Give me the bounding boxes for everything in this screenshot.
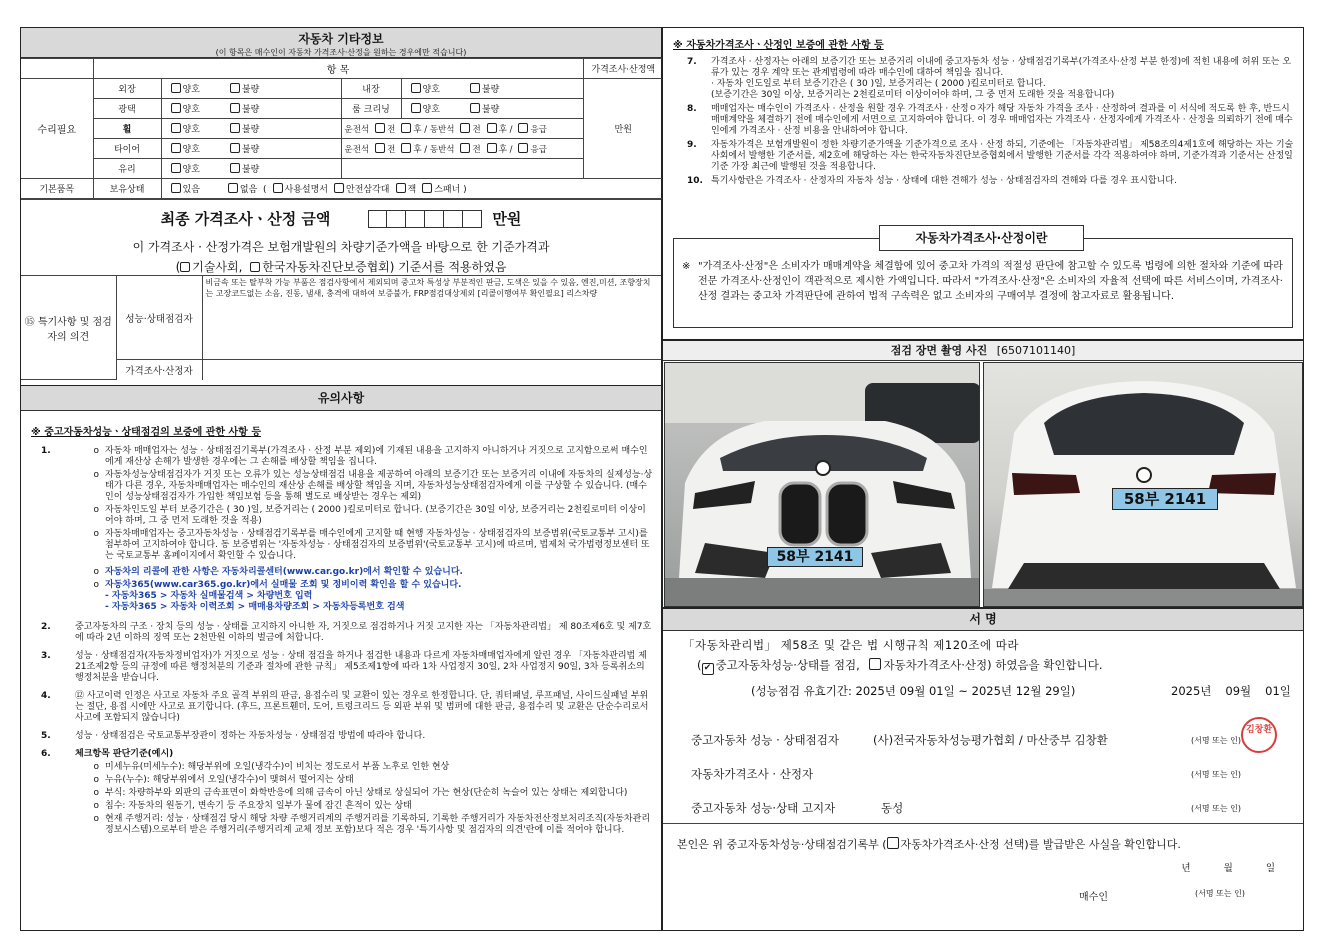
appraiser-opinion-text bbox=[202, 360, 661, 380]
row-room-cleaning: 룸 크리닝 bbox=[341, 99, 401, 119]
appraiser-sign[interactable]: (서명 또는 인) bbox=[1191, 769, 1241, 779]
item-7-sub-2: (보증기간은 30일 이상, 보증거리는 2천킬로미터 이상이어야 하며, 그 중 먼저 도래한 것을 적용합니다) bbox=[711, 90, 1115, 100]
basic-items-label: 기본품목 bbox=[21, 179, 93, 199]
note-item-5 bbox=[31, 731, 653, 742]
repair-label: 수리필요 bbox=[21, 79, 93, 179]
item-text: 매매업자는 매수인이 가격조사 · 산정을 원할 경우 가격조사 · 산정ㅇ자가 해당 자동차 가격을 조사 · 산정하여 결과를 이 서식에 적도록 한 후, 반드시 매매계약을 체결하기 전에 매수인에게 서면으로 고지하여야 합니다. 이 경우 매매업자는 가격조사 · 산정자에게 가격조사 · 산정을 의뢰하기 전에 매수인에게 가격조사 · 산정 비용을 안내하여야 합니다. bbox=[711, 104, 1293, 136]
manual-checkbox[interactable] bbox=[273, 183, 283, 193]
gloss-bad-checkbox[interactable] bbox=[230, 103, 240, 113]
rear-car-icon bbox=[984, 363, 1303, 607]
note-number: 2. bbox=[41, 622, 51, 632]
item-text: 자동차가격은 보험개발원이 정한 차량기준가액을 기준가격으로 조사 · 산정 하되, 기준에는 「자동차관리법」 제58조의4제1호에 해당하는 자는 기술사회에서 발행한 기준서를, 제2호에 해당하는 자는 한국자동차진단보증협회에서 발행한 기준서를 각각 적용하여야 하며, 기준가격과 기준서는 산정일 기준 가장 최근에 발행된 것을 적용합니다. bbox=[711, 140, 1294, 172]
receipt-day: 일 bbox=[1265, 863, 1275, 874]
signature-panel bbox=[662, 608, 1304, 931]
receipt-month: 월 bbox=[1223, 863, 1233, 874]
buyer-sign[interactable]: (서명 또는 인) bbox=[1195, 889, 1245, 898]
appraisal-guarantee-panel bbox=[662, 27, 1304, 340]
bad-label: 불량 bbox=[241, 145, 260, 155]
front-car-photo bbox=[664, 362, 980, 607]
appraisal-item-8 bbox=[673, 104, 1295, 137]
tire-pass-rear-checkbox[interactable] bbox=[487, 143, 497, 153]
triangle-label: 안전삼각대 bbox=[346, 185, 390, 195]
final-price-label: 최종 가격조사ㆍ산정 금액 bbox=[160, 210, 331, 228]
validity-period: (성능점검 유효기간: 2025년 09월 01일 ~ 2025년 12월 29일) bbox=[751, 684, 1076, 698]
rear-label: 후 / bbox=[413, 144, 428, 155]
row-owned: 보유상태 bbox=[93, 179, 161, 199]
item-number: 8. bbox=[687, 104, 697, 114]
note-text: 성능 · 상태점검은 국토교통부장관이 정하는 자동차성능 · 상태점검 방법에 따라야 합니다. bbox=[75, 731, 426, 741]
law-line: 「자동차관리법」 제58조 및 같은 법 시행규칙 제120조에 따라 bbox=[683, 638, 1019, 652]
performance-check-checkbox[interactable] bbox=[702, 663, 714, 675]
row-tire: 타이어 bbox=[93, 139, 161, 159]
note-text: ⑫ 사고이력 인정은 사고로 자동차 주요 골격 부위의 판금, 용접수리 및 교환이 있는 경우로 한정합니다. 단, 쿼터패널, 루프패널, 사이드실패널 부위는 절단, 용접 시에만 사고로 표기합니다. (후드, 프론트휀더, 도어, 트렁크리드 등 외판 부위 및 범퍼에 대한 판금, 용접수리 및 교환은 단순수리로서 사고에 포함되지 않습니다) bbox=[75, 691, 649, 723]
exterior-good-checkbox[interactable] bbox=[171, 83, 181, 93]
gloss-good-checkbox[interactable] bbox=[171, 103, 181, 113]
notifier-name: 동성 bbox=[881, 801, 904, 815]
other-info-title-bar bbox=[21, 28, 661, 58]
row-glass: 유리 bbox=[93, 159, 161, 179]
photo-title-bar bbox=[663, 341, 1303, 361]
appraisal-label: 자동차가격조사·산정) 하였음을 확인합니다. bbox=[883, 658, 1103, 672]
interior-bad-checkbox[interactable] bbox=[470, 83, 480, 93]
inspector-sign[interactable]: (서명 또는 인) bbox=[1191, 735, 1241, 745]
bad-label: 불량 bbox=[241, 105, 260, 115]
special-notes-table bbox=[21, 275, 661, 380]
rear-label: 후 / bbox=[413, 124, 428, 135]
paren: ( bbox=[175, 260, 181, 274]
room-bad-checkbox[interactable] bbox=[470, 103, 480, 113]
note-6-sub-5: 현재 주행거리: 성능 · 상태점검 당시 해당 차량 주행거리계의 주행거리를 기록하되, 기록한 주행거리가 자동차전산정보처리조직(자동차관리정보시스템)으로부터 받은 주행거리(주행거리계 교체 정보 포함)보다 적은 경우 '특기사항 및 점검자의 의견'란에 이를 적어야 합니다. bbox=[105, 814, 651, 835]
bad-label: 불량 bbox=[241, 125, 260, 135]
paren-open: ( bbox=[263, 185, 267, 195]
good-label: 양호 bbox=[422, 85, 440, 95]
note-text: 성능 · 상태점검자(자동차정비업자)가 거짓으로 성능 · 상태 점검을 하거나 점검한 내용과 다르게 자동차매매업자에게 알린 경우 「자동차관리법 제21조제2항 등의 규정에 따른 행정처분의 기준과 절차에 관한 규칙」 제5조제1항에 따라 1차 사업정지 30일, 2차 사업정지 90일, 3차 등록취소의 행정처분을 받습니다. bbox=[75, 651, 647, 683]
wheel-bad-checkbox[interactable] bbox=[230, 123, 240, 133]
note-item-6: 6. 체크항목 판단기준(예시) o 미세누유(미세누수): 해당부위에 오일(냉각수)이 비치는 정도로서 부품 노후로 인한 현상 o 누유(누수): 해당부위에서 오일(냉각수)이 맺혀서 떨어지는 상태 o 부식: 차량하부와 외판의 금속표면이 화학반응에 의해 금속이 아닌 상태로 상실되어 가는 현상(단순히 녹슬어 있는 상태는 제외합니다) o 침수: 자동차의 원동기, 변속기 등 주요장치 일부가 물에 잠긴 흔적이 있는 상태 o 현재 주행거리: 성능 · 상태점검 당시 해당 차량 주행거리계의 주행거리를 기록하되, 기록한 주행거리가 자동차전산정보처리조직(자동차관리정보시스템)으로부터 받은 주행거리(주행거리계 교체 정보 포함)보다 적은 경우 '특기사항 및 점검자의 의견'란에 이를 적어야 합니다. bbox=[31, 749, 653, 838]
note-number: 5. bbox=[41, 731, 51, 741]
wheel-good-checkbox[interactable] bbox=[171, 123, 181, 133]
price-header: 가격조사·산정액 bbox=[583, 59, 663, 79]
driver-seat-label: 운전석 bbox=[344, 124, 370, 135]
emergency-label: 응급 bbox=[530, 144, 547, 155]
note-item-2 bbox=[31, 622, 653, 644]
tire-pass-front-checkbox[interactable] bbox=[460, 143, 470, 153]
appraiser-opinion-label: 가격조사·산정자 bbox=[116, 360, 202, 380]
special-notes-label: ⑮ 특기사항 및 점검자의 의견 bbox=[21, 276, 116, 380]
inspector-seal bbox=[1241, 717, 1277, 753]
kadwa-label: 한국자동차진단보증협회) 기준서를 적용하였음 bbox=[262, 260, 507, 274]
note-6-sub-1: 미세누유(미세누수): 해당부위에 오일(냉각수)이 비치는 정도로서 부품 노후로 인한 현상 bbox=[105, 762, 450, 772]
rear-label: 후 / bbox=[498, 124, 513, 135]
glass-good-checkbox[interactable] bbox=[171, 163, 181, 173]
note-number: 4. bbox=[41, 691, 51, 701]
car365-sub-2: - 자동차365 > 자동차 이력조회 > 매매용차량조회 > 자동차등록번호 검색 bbox=[105, 602, 405, 612]
notifier-sign-row bbox=[691, 791, 1291, 825]
good-label: 양호 bbox=[182, 165, 200, 175]
note-6-sub-2: 누유(누수): 해당부위에서 오일(냉각수)이 맺혀서 떨어지는 상태 bbox=[105, 775, 354, 785]
buyer-label: 매수인 bbox=[1079, 892, 1108, 903]
appraisal-section-title: ※ 자동차가격조사ㆍ산정인 보증에 관한 사항 등 bbox=[673, 40, 884, 51]
front-label: 전 bbox=[387, 124, 396, 135]
notifier-sign[interactable]: (서명 또는 인) bbox=[1191, 803, 1241, 813]
signature-title: 서 명 bbox=[663, 609, 1303, 631]
note-text: 중고자동차의 구조 · 장치 등의 성능 · 상태를 고지하지 아니한 자, 거짓으로 점검하거나 거짓 고지한 자는 「자동차관리법」 제 80조제6호 및 제7호에 따라 2년 이하의 징역 또는 2천만원 이하의 벌금에 처합니다. bbox=[75, 622, 652, 643]
appraisal-checkbox[interactable] bbox=[869, 658, 881, 670]
tire-emergency-checkbox[interactable] bbox=[518, 143, 528, 153]
tire-good-checkbox[interactable] bbox=[171, 143, 181, 153]
rear-car-photo bbox=[983, 362, 1303, 607]
price-unit: 만원 bbox=[583, 79, 663, 179]
note-number: 1. bbox=[41, 446, 51, 456]
note-6-title: 체크항목 판단기준(예시) bbox=[75, 749, 174, 759]
note-6-sub-3: 부식: 차량하부와 외판의 금속표면이 화학반응에 의해 금속이 아닌 상태로 상실되어 가는 현상(단순히 녹슬어 있는 상태는 제외합니다) bbox=[105, 788, 628, 798]
wheel-driver-rear-checkbox[interactable] bbox=[401, 123, 411, 133]
row-wheel: 휠 bbox=[93, 119, 161, 139]
vehicle-other-info-panel bbox=[20, 27, 662, 387]
spanner-checkbox[interactable] bbox=[422, 183, 432, 193]
front-label: 전 bbox=[472, 124, 481, 135]
owned-has-checkbox[interactable] bbox=[171, 183, 181, 193]
kadwa-checkbox[interactable] bbox=[250, 262, 260, 272]
item-number: 10. bbox=[687, 176, 703, 186]
seal-text: 김창환 bbox=[1245, 725, 1273, 735]
bad-label: 불량 bbox=[241, 165, 260, 175]
item-7-sub-1: · 자동차 인도일로 부터 보증기간은 ( 30 )일, 보증거리는 ( 2000 )킬로미터로 합니다. bbox=[711, 79, 1046, 89]
date-month: 09월 bbox=[1225, 684, 1252, 698]
performance-check-label: 중고자동차성능·상태를 점검, bbox=[715, 658, 860, 672]
appraisal-item-9 bbox=[673, 140, 1295, 173]
emergency-label: 응급 bbox=[530, 124, 547, 135]
other-info-subtitle: (이 항목은 매수인이 자동차 가격조사·산정을 원하는 경우에만 적습니다) bbox=[215, 48, 467, 57]
receipt-line bbox=[677, 836, 1303, 852]
notes-title: 유의사항 bbox=[21, 386, 661, 411]
jack-label: 잭 bbox=[407, 185, 417, 195]
photo-title: 점검 장면 촬영 사진 bbox=[890, 344, 988, 357]
note-item-3 bbox=[31, 651, 653, 684]
note-item-1: 1. o 자동차 매매업자는 성능 · 상태점검기록부(가격조사 · 산정 부분 제외)에 기재된 내용을 고지하지 아니하거나 거짓으로 고지함으로써 매수인에게 재산상 손해가 발생한 경우에는 그 손해를 배상할 책임을 집니다. o 자동차성능상태점검자가 거짓 또는 오류가 있는 성능상태점검 내용을 제공하여 아래의 보증기간 또는 보증거리 이내에 자동차의 실제성능·상태가 다른 경우, 자동차매매업자는 매수인의 재산상 손해를 배상할 책임을 지며, 자동차성능상태점검자에게 이를 구상할 수 있습니다. (매수인이 성능상태점검자가 가입한 책임보험 등을 통해 별도로 배상받는 경우는 제외) o 자동차인도일 부터 보증기간은 ( 30 )일, 보증거리는 ( 2000 )킬로미터로 합니다. (보증기간은 30일 이상, 보증거리는 2천킬로미터 이상이어야 하며, 그 중 먼저 도래한 것을 적용) o 자동차매매업자는 중고자동차성능 · 상태점검기록부를 매수인에게 고지할 때 현행 자동차성능 · 상태점검자의 보증범위(국토교통부 고시)를 첨부하여 고지하여야 합니다. 동 보증범위는 '자동차성능 · 상태점검자의 보증범위'(국토교통부 고시)에 따르며, 법제처 국가법령정보센터 또는 국토교통부 홈페이지에서 확인할 수 있습니다. o 자동차의 리콜에 관한 사항은 자동차리콜센터(www.car.go.kr)에서 확인할 수 있습니다. o 자동차365(www.car365.go.kr)에서 실매물 조회 및 정비이력 확인을 할 수 있습니다. - 자동차365 > 자동차 실매물검색 > 차량번호 입력 - 자동차365 > 자동차 이력조회 > 매매용차량조회 > 자동차등록번호 검색 bbox=[31, 446, 653, 615]
wheel-pass-rear-checkbox[interactable] bbox=[487, 123, 497, 133]
appraisal-definition-box bbox=[673, 231, 1293, 328]
paren: ( bbox=[697, 658, 702, 672]
tire-bad-checkbox[interactable] bbox=[230, 143, 240, 153]
triangle-checkbox[interactable] bbox=[334, 183, 344, 193]
notes-section-title: ※ 중고자동차성능ㆍ상태점검의 보증에 관한 사항 등 bbox=[31, 427, 261, 438]
tech-society-label: 기술사회, bbox=[192, 260, 243, 274]
definition-box-text: "가격조사·산정"은 소비자가 매매계약을 체결함에 있어 중고차 가격의 적절성 판단에 참고할 수 있도록 법령에 의한 절차와 기준에 따라 전문 가격조사·산정인이 객관적으로 제시한 가액입니다. 따라서 "가격조사·산정"은 소비자의 자율적 선택에 따른 서비스이며, 가격조사·산정 결과는 중고차 가격판단에 관하여 법적 구속력은 없고 소비자의 구매여부 결정에 참고자료로 활용됩니다. bbox=[698, 261, 1283, 302]
car365-info: 자동차365(www.car365.go.kr)에서 실매물 조회 및 정비이력 확인을 할 수 있습니다. bbox=[105, 580, 462, 590]
other-info-title: 자동차 기타정보 bbox=[298, 32, 384, 46]
owned-none-checkbox[interactable] bbox=[228, 183, 238, 193]
note-number: 6. bbox=[41, 749, 51, 759]
final-line2 bbox=[21, 258, 661, 275]
inspection-photo-panel bbox=[662, 340, 1304, 608]
item-text: 가격조사 · 산정자는 아래의 보증기간 또는 보증거리 이내에 중고자동차 성능 · 상태점검기록부(가격조사·산정 부분 한정)에 적힌 내용에 허위 또는 오류가 있는 경우 계약 또는 관계법령에 따라 매수인에 대하여 책임을 집니다. bbox=[711, 57, 1292, 78]
jack-checkbox[interactable] bbox=[396, 183, 406, 193]
tech-society-checkbox[interactable] bbox=[180, 262, 190, 272]
front-car-icon bbox=[665, 363, 980, 607]
note-1-sub-3: 자동차인도일 부터 보증기간은 ( 30 )일, 보증거리는 ( 2000 )킬로미터로 합니다. (보증기간은 30일 이상, 보증거리는 2천킬로미터 이상이어야 하며, 그 중 먼저 도래한 것을 적용) bbox=[105, 505, 646, 526]
receipt-year: 년 bbox=[1181, 863, 1191, 874]
good-label: 양호 bbox=[182, 125, 200, 135]
receipt-date bbox=[677, 860, 1303, 874]
inspector-opinion-label: 성능·상태점검자 bbox=[116, 276, 202, 360]
final-price-boxes[interactable] bbox=[368, 210, 482, 228]
notifier-label: 중고자동차 성능·상태 고지자 bbox=[691, 801, 836, 815]
repair-table bbox=[21, 58, 663, 199]
has-label: 있음 bbox=[182, 185, 200, 195]
wheel-pass-front-checkbox[interactable] bbox=[460, 123, 470, 133]
item-text: 특기사항란은 가격조사 · 산정자의 자동차 성능 · 상태에 대한 견해가 성능 · 상태점검자의 견해와 다를 경우 표시합니다. bbox=[711, 176, 1177, 186]
none-label: 없음 bbox=[239, 185, 258, 195]
front-label: 전 bbox=[387, 144, 396, 155]
note-6-sub-4: 침수: 자동차의 원동기, 변속기 등 주요장치 일부가 물에 잠긴 흔적이 있는 상태 bbox=[105, 801, 412, 811]
date-year: 2025년 bbox=[1171, 684, 1212, 698]
row-gloss: 광택 bbox=[93, 99, 161, 119]
receipt-text-a: 본인은 위 중고자동차성능·상태점검기록부 ( bbox=[677, 838, 887, 851]
final-price-section bbox=[21, 199, 661, 275]
spanner-label: 스패너 ) bbox=[434, 185, 467, 195]
note-item-4 bbox=[31, 691, 653, 724]
note-1-sub-2: 자동차성능상태점검자가 거짓 또는 오류가 있는 성능상태점검 내용을 제공하여 아래의 보증기간 또는 보증거리 이내에 자동차의 실제성능·상태가 다른 경우, 자동차매매업자는 매수인의 재산상 손해를 배상할 책임을 지며, 자동차성능상태점검자에게 이를 구상할 수 있습니다. (매수인이 성능상태점검자가 가입한 책임보험 등을 통해 별도로 배상받는 경우는 제외) bbox=[105, 470, 653, 502]
definition-box-mark: ※ bbox=[682, 261, 691, 272]
tire-driver-front-checkbox[interactable] bbox=[375, 143, 385, 153]
inspector-label: 중고자동차 성능 · 상태점검자 bbox=[691, 733, 839, 747]
row-exterior: 외장 bbox=[93, 79, 161, 99]
inspector-opinion-text: 비금속 또는 탈부착 가능 부품은 점검사항에서 제외되며 중고차 특성상 부분적인 판금, 도색은 있을 수 있음, 엔진,미션, 조향장치는 고장코드없는 소음, 진동, 냄새, 충격에 대하여 보증불가, FRP점검대상제외 [리콜이행여부 확인필요] 리스차량 bbox=[202, 276, 661, 360]
good-label: 양호 bbox=[182, 145, 200, 155]
bad-label: 불량 bbox=[241, 85, 260, 95]
wheel-driver-front-checkbox[interactable] bbox=[375, 123, 385, 133]
good-label: 양호 bbox=[182, 85, 200, 95]
car365-sub-1: - 자동차365 > 자동차 실매물검색 > 차량번호 입력 bbox=[105, 591, 313, 601]
front-label: 전 bbox=[472, 144, 481, 155]
appraisal-item-7 bbox=[673, 57, 1295, 101]
glass-bad-checkbox[interactable] bbox=[230, 163, 240, 173]
interior-good-checkbox[interactable] bbox=[411, 83, 421, 93]
receipt-section bbox=[663, 823, 1303, 903]
photo-id: [6507101140] bbox=[996, 344, 1076, 357]
bad-label: 불량 bbox=[481, 85, 500, 95]
item-number: 9. bbox=[687, 140, 697, 150]
appraiser-label: 자동차가격조사 · 산정자 bbox=[691, 767, 814, 781]
room-good-checkbox[interactable] bbox=[411, 103, 421, 113]
buyer-sign-row bbox=[677, 888, 1303, 903]
appraiser-sign-row bbox=[691, 757, 1291, 791]
appraisal-item-10 bbox=[673, 176, 1295, 187]
rear-plate: 58부 2141 bbox=[1112, 488, 1218, 510]
note-1-sub-4: 자동차매매업자는 중고자동차성능 · 상태점검기록부를 매수인에게 고지할 때 현행 자동차성능 · 상태점검자의 보증범위(국토교통부 고시)를 첨부하여 고지하여야 합니다. 동 보증범위는 '자동차성능 · 상태점검자의 보증범위'(국토교통부 고시)에 따르며, 법제처 국가법령정보센터 또는 국토교통부 홈페이지에서 확인할 수 있습니다. bbox=[105, 529, 650, 561]
inspector-name: (사)전국자동차성능평가협회 / 마산중부 김창환 bbox=[873, 733, 1108, 747]
recall-info: 자동차의 리콜에 관한 사항은 자동차리콜센터(www.car.go.kr)에서 확인할 수 있습니다. bbox=[105, 567, 463, 577]
item-number: 7. bbox=[687, 57, 697, 67]
note-number: 3. bbox=[41, 651, 51, 661]
final-line1: 이 가격조사 · 산정가격은 보험개발원의 차량기준가액을 바탕으로 한 기준가격과 bbox=[132, 240, 550, 254]
inspector-sign-row bbox=[691, 725, 1291, 755]
good-label: 양호 bbox=[422, 105, 440, 115]
row-interior: 내장 bbox=[341, 79, 401, 99]
tire-driver-rear-checkbox[interactable] bbox=[401, 143, 411, 153]
front-plate: 58부 2141 bbox=[767, 547, 863, 567]
wheel-emergency-checkbox[interactable] bbox=[518, 123, 528, 133]
item-header: 항 목 bbox=[93, 59, 583, 79]
passenger-seat-label: 동반석 bbox=[429, 144, 455, 155]
manual-label: 사용설명서 bbox=[284, 185, 329, 195]
good-label: 양호 bbox=[182, 105, 200, 115]
exterior-bad-checkbox[interactable] bbox=[230, 83, 240, 93]
bad-label: 불량 bbox=[481, 105, 500, 115]
definition-box-title: 자동차가격조사·산정이란 bbox=[879, 225, 1084, 251]
notes-panel bbox=[20, 385, 662, 931]
note-1-sub-1: 자동차 매매업자는 성능 · 상태점검기록부(가격조사 · 산정 부분 제외)에 기재된 내용을 고지하지 아니하거나 거짓으로 고지함으로써 매수인에게 재산상 손해가 발생한 경우에는 그 손해를 배상할 책임을 집니다. bbox=[105, 446, 648, 467]
receipt-text-b: 자동차가격조사·산정 선택)를 발급받은 사실을 확인합니다. bbox=[900, 838, 1181, 851]
final-price-unit: 만원 bbox=[492, 210, 522, 228]
confirm-line bbox=[683, 657, 1303, 675]
driver-seat-label: 운전석 bbox=[344, 144, 370, 155]
passenger-seat-label: 동반석 bbox=[429, 124, 455, 135]
receipt-appraisal-checkbox[interactable] bbox=[887, 837, 899, 849]
rear-label: 후 / bbox=[498, 144, 513, 155]
date-day: 01일 bbox=[1265, 684, 1291, 698]
